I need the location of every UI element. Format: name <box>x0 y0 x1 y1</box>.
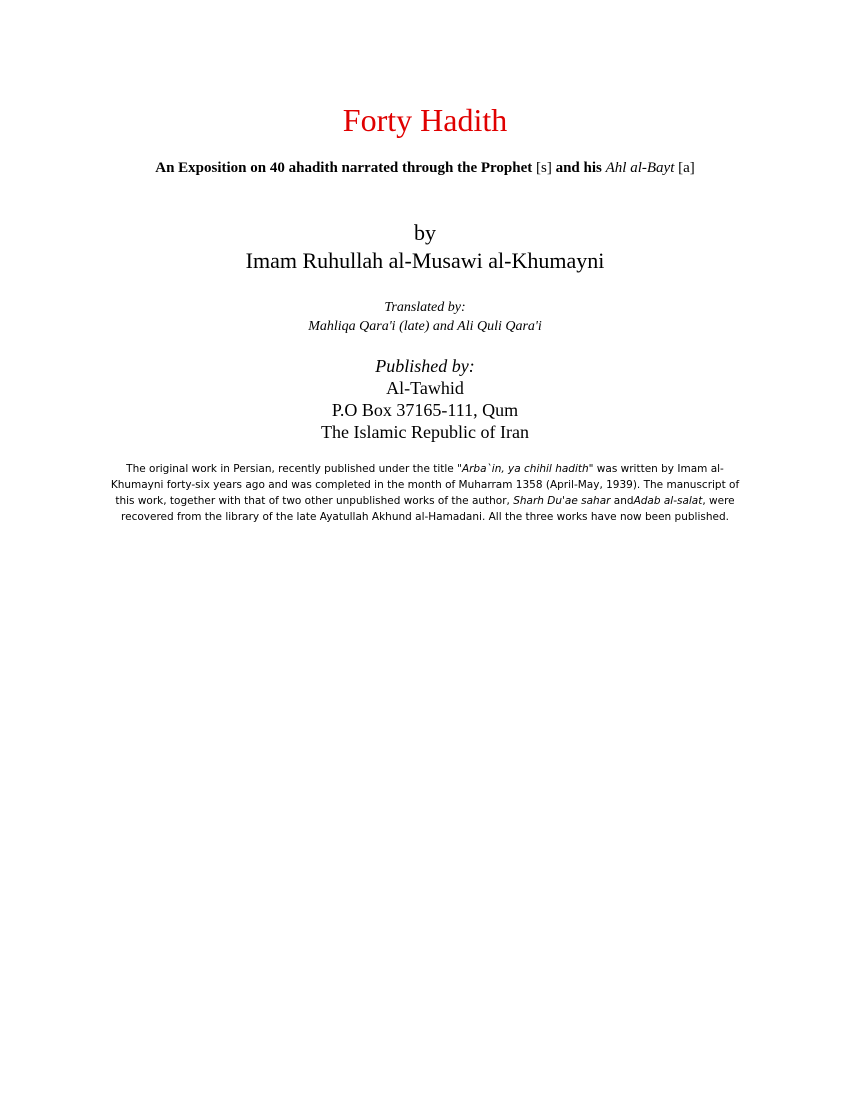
subtitle-a-marker: [a] <box>678 160 695 176</box>
intro-work-sharh: Sharh Du'ae sahar <box>513 495 611 507</box>
translation-credit <box>0 298 850 336</box>
translated-by-label: Translated by: <box>384 300 466 315</box>
subtitle-text-1: An Exposition on 40 ahadith narrated through the Prophet <box>155 160 536 176</box>
subtitle-s-marker: [s] <box>536 160 552 176</box>
publisher-address: P.O Box 37165-111, Qum <box>331 400 519 420</box>
published-by-label: Published by: <box>375 356 475 376</box>
intro-paragraph <box>100 461 750 525</box>
publisher-block <box>0 355 850 443</box>
publisher-country: The Islamic Republic of Iran <box>321 422 529 442</box>
subtitle <box>0 158 850 178</box>
subtitle-text-2: and his <box>551 160 606 176</box>
intro-persian-title: Arba`in, ya chihil hadith <box>461 463 589 475</box>
byline <box>0 219 850 275</box>
author-name: Imam Ruhullah al-Musawi al-Khumayni <box>245 248 605 273</box>
publisher-name: Al-Tawhid <box>386 378 464 398</box>
intro-work-adab: Adab al-salat <box>633 495 703 507</box>
page-title: Forty Hadith <box>342 102 508 138</box>
intro-text-3: and <box>610 495 634 507</box>
translator-names: Mahliqa Qara'i (late) and Ali Quli Qara'i <box>308 319 542 334</box>
intro-text-1: The original work in Persian, recently published under the title " <box>126 463 462 475</box>
subtitle-ahl-al-bayt: Ahl al-Bayt <box>605 160 675 176</box>
intro-text-4: , were recovered from the library of the late Ayatullah Akhund al-Hamadani. All the three works have now been published. <box>121 495 735 523</box>
intro-text-2: " was written by Imam al-Khumayni forty-six years ago and was completed in the month of Muharram 1358 (April-May, 1939). The manuscript of this work, together with that of two other unpublished works of the author, <box>110 463 740 507</box>
byline-by: by <box>414 220 436 245</box>
